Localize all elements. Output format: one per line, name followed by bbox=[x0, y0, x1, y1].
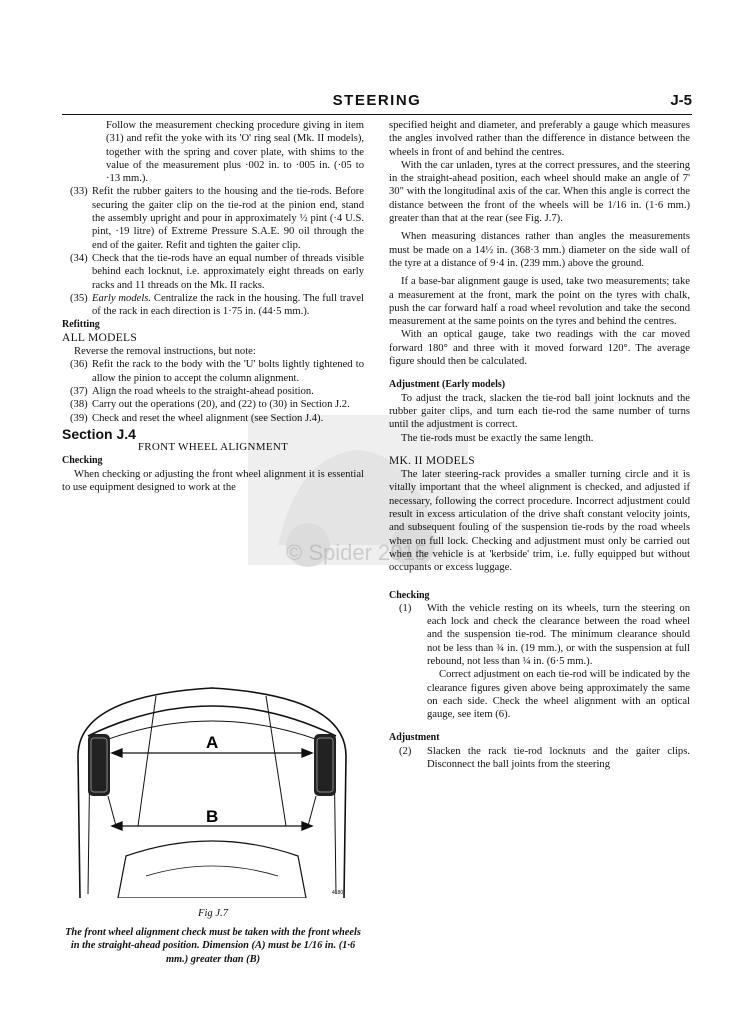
car-body-outline bbox=[78, 688, 346, 898]
section-title: Section J.4 bbox=[62, 425, 136, 442]
running-title: STEERING bbox=[332, 92, 422, 109]
item-number: (1) bbox=[399, 602, 412, 614]
item-number: (34) bbox=[70, 252, 88, 264]
paragraph: With an optical gauge, take two readings with the car moved forward 180° and three with it moved forward 120°. The average figure should then be calculated. bbox=[389, 329, 690, 368]
all-models-heading: ALL MODELS bbox=[62, 331, 138, 344]
figure-ref-code: 4180 bbox=[332, 890, 344, 896]
item-text: Refit the rack to the body with the 'U' bolts lightly tightened to allow the pinion to accept the column alignment. bbox=[92, 359, 364, 384]
figure-caption: The front wheel alignment check must be taken with the front wheels in the straight-ahead position. Dimension (A) must be 1/16 in. (1·6 mm.) greater than (B) bbox=[65, 927, 361, 965]
list-item bbox=[389, 745, 690, 772]
wheel-alignment-figure bbox=[66, 676, 358, 898]
mk2-models-heading: MK. II MODELS bbox=[389, 454, 475, 467]
item-text: Align the road wheels to the straight-ahead position. bbox=[92, 385, 314, 397]
item-body: Centralize the rack in the housing. The full travel of the rack in each direction is 1·75 in. (44·5 mm.). bbox=[92, 292, 364, 318]
paragraph: When measuring distances rather than angles the measurements must be made on a 14½ in. (368·3 mm.) diameter on the side wall of the tyre at a distance of 9·4 in. (239 mm.) above the ground. bbox=[389, 231, 690, 269]
dimension-a-label: A bbox=[206, 733, 219, 752]
item-text bbox=[427, 602, 690, 722]
list-item bbox=[62, 185, 364, 251]
dimension-a-arrow-right bbox=[302, 749, 312, 757]
right-column bbox=[389, 119, 690, 771]
item-text: Check that the tie-rods have an equal number of threads visible behind each locknut, i.e. approximately eight threads on early racks and 11 threads on the Mk. II racks. bbox=[92, 252, 364, 291]
item-text: Refit the rubber gaiters to the housing and the tie-rods. Before securing the gaiter clip on the tie-rod at the pinion end, stand the assembly upright and pour in approximately ½ pint (·4 U.S. pint, ·19 litre) of Extreme Pressure S.A.E. 90 oil through the end of the gaiter. Refit and tighten the gaiter clip. bbox=[92, 186, 364, 251]
item-number: (37) bbox=[70, 385, 88, 397]
adjustment-early-heading: Adjustment (Early models) bbox=[389, 379, 506, 391]
item-body-continued: Correct adjustment on each tie-rod will be indicated by the clearance figures given above being approximately the same on each side. Check the wheel alignment with an optical gauge, see item (6). bbox=[427, 669, 690, 721]
page-number: J-5 bbox=[670, 92, 692, 109]
item-number: (35) bbox=[70, 292, 88, 304]
item-body: With the vehicle resting on its wheels, turn the steering on each lock and check the clearance between the road wheel and the suspension tie-rod. The minimum clearance should not be less than ¾ in. (19 mm.), or with the suspension at full rebound, not less than ¼ in. (6·5 mm.). bbox=[427, 602, 690, 667]
paragraph: With the car unladen, tyres at the correct pressures, and the steering in the straight-ahead position, each wheel should make an angle of 7' 30" with the longitudinal axis of the car. When this angle is correct the distance between the front of the wheels will be 1/16 in. (1·6 mm.) greater than that at the rear (see Fig. J.7). bbox=[389, 159, 690, 225]
checking-heading: Checking bbox=[62, 455, 103, 467]
dimension-a-arrow-left bbox=[112, 749, 122, 757]
paragraph: Follow the measurement checking procedure giving in item (31) and refit the yoke with its 'O' ring seal (Mk. II models), together with the spring and cover plate, with shims to the value of the measurement plus ·002 in. to ·005 in. (·05 to ·13 mm.). bbox=[106, 120, 364, 185]
list-item bbox=[62, 292, 364, 319]
item-number: (36) bbox=[70, 359, 88, 371]
windscreen-line bbox=[146, 866, 278, 876]
paragraph: The tie-rods must be exactly the same length. bbox=[401, 432, 594, 444]
item-number: (38) bbox=[70, 399, 88, 411]
dimension-b-label: B bbox=[206, 807, 219, 826]
paragraph: When checking or adjusting the front wheel alignment it is essential to use equipment designed to work at the bbox=[62, 468, 364, 494]
item-number: (33) bbox=[70, 186, 88, 198]
paragraph: To adjust the track, slacken the tie-rod ball joint locknuts and the rubber gaiter clips, and turn each tie-rod the same number of turns until the adjustment is correct. bbox=[389, 392, 690, 431]
item-text: Slacken the rack tie-rod locknuts and the gaiter clips. Disconnect the ball joints from the steering bbox=[427, 745, 690, 771]
watermark-text: © Spider 2015 bbox=[286, 540, 427, 565]
left-column bbox=[62, 119, 364, 494]
item-number: (2) bbox=[399, 745, 412, 757]
list-item bbox=[389, 602, 690, 722]
paragraph: Reverse the removal instructions, but note: bbox=[74, 346, 256, 358]
item-number: (39) bbox=[70, 412, 88, 424]
section-subtitle: FRONT WHEEL ALIGNMENT bbox=[137, 441, 289, 454]
page-header bbox=[62, 92, 692, 115]
windscreen bbox=[118, 841, 306, 898]
item-text: Carry out the operations (20), and (22) to (30) in Section J.2. bbox=[92, 399, 350, 411]
item-label: Early models. bbox=[92, 292, 152, 304]
right-wheel-leader bbox=[308, 796, 316, 826]
list-item bbox=[62, 412, 364, 425]
list-item bbox=[62, 398, 364, 411]
list-item bbox=[62, 252, 364, 292]
checking-heading: Checking bbox=[389, 589, 430, 601]
adjustment-heading: Adjustment bbox=[389, 732, 440, 744]
paragraph: If a base-bar alignment gauge is used, take two measurements; take a measurement at the front, mark the point on the tyres with chalk, push the car forward half a road wheel revolution and take the second measurement at the same points on the tyres and behind the centres. bbox=[389, 276, 690, 328]
paragraph: specified height and diameter, and preferably a gauge which measures the angles involved rather than the difference in distance between the wheels in front of and behind the centres. bbox=[389, 120, 690, 158]
list-item bbox=[62, 358, 364, 385]
refitting-heading: Refitting bbox=[62, 319, 100, 331]
dimension-b-arrow-left bbox=[112, 822, 122, 830]
dimension-b-arrow-right bbox=[302, 822, 312, 830]
paragraph: The later steering-rack provides a smaller turning circle and it is vitally important that the wheel alignment is checked, and adjusted if necessary, following the correct procedure. Incorrect adjustment could result in excess articulation of the drive shaft constant velocity joints, and subsequent fouling of the suspension tie-rods by the road wheels when on full lock. Checking and adjustment must only be carried out when the vehicle is at 'kerbside' trim, i.e. fully equipped but without occupants or excess luggage. bbox=[389, 469, 690, 574]
list-item bbox=[62, 385, 364, 398]
item-text: Check and reset the wheel alignment (see Section J.4). bbox=[92, 412, 324, 424]
figure-label: Fig J.7 bbox=[197, 908, 228, 919]
item-text bbox=[92, 292, 364, 319]
left-wheel-leader bbox=[108, 796, 116, 826]
